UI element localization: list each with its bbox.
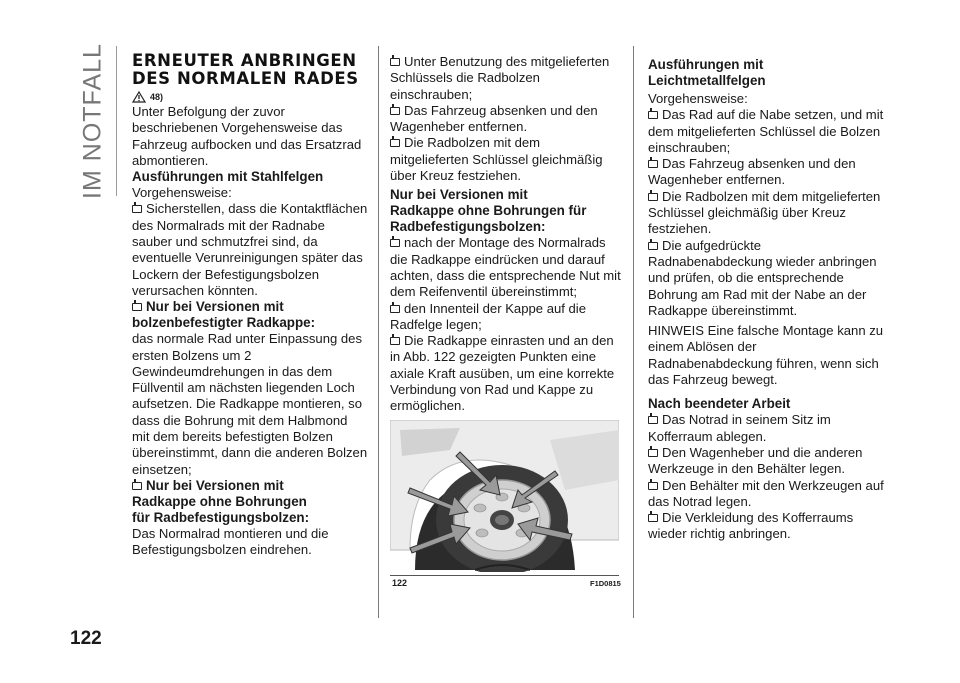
page-number: 122 <box>70 628 102 649</box>
step-item <box>390 301 622 334</box>
section-side-tab-label: IM NOTFALL <box>78 43 107 199</box>
bullet-icon <box>390 107 400 115</box>
step-item <box>132 201 368 299</box>
column-divider-2 <box>633 46 634 618</box>
bullet-icon <box>648 193 658 201</box>
section-title-line-1: ERNEUTER ANBRINGEN <box>132 51 357 70</box>
section-title-line-2: DES NORMALEN RADES <box>132 69 359 88</box>
step-text: Den Wagenheber und die anderen Werkzeuge in den Behälter legen. <box>648 444 863 477</box>
bullet-icon <box>648 449 658 457</box>
bullet-icon <box>648 416 658 424</box>
step-text: nach der Montage des Normalrads die Radkappe eindrücken und darauf achten, dass die entsprechende Nut mit dem Reifenventil übereinstimmt; <box>390 235 621 300</box>
subheading-hubcap-no-holes <box>132 478 368 494</box>
bullet-icon <box>132 482 142 490</box>
subheading-hubcap-no-holes-cont: für Radbefestigungsbolzen: <box>132 509 310 525</box>
column-2 <box>390 54 622 415</box>
step-text: den Innenteil der Kappe auf die Radfelge legen; <box>390 300 587 332</box>
step-text: Die Radbolzen mit dem mitgelieferten Schlüssel gleichmäßig über Kreuz festziehen. <box>390 135 603 184</box>
heading-alloy-rims-cont: Leichtmetallfelgen <box>648 73 766 88</box>
step-item <box>648 412 884 445</box>
procedure-label: Vorgehensweise: <box>132 185 232 201</box>
step-item <box>648 510 884 543</box>
bullet-icon <box>390 58 400 66</box>
step-item <box>390 333 622 414</box>
bullet-icon <box>648 242 658 250</box>
step-item <box>648 478 884 511</box>
figure-code: F1D0815 <box>590 579 621 588</box>
side-tab-divider <box>116 46 117 196</box>
step-text: Sicherstellen, dass die Kontaktflächen des Normalrads mit der Radnabe sauber und schmutzfrei sind, da eventuelle Verunreinigungen später das Lockern der Befestigungsbolzen verursachen könnten. <box>132 201 368 298</box>
wheel-hubcap-illustration <box>390 420 619 572</box>
step-item <box>390 103 622 136</box>
bullet-icon <box>648 482 658 490</box>
step-text: Unter Benutzung des mitgelieferten Schlüssels die Radbolzen einschrauben; <box>390 54 610 102</box>
step-text: Das Normalrad montieren und die Befestigungsbolzen eindrehen. <box>132 525 329 558</box>
step-item <box>648 445 884 478</box>
bullet-icon <box>648 160 658 168</box>
subheading-bolted-hubcap-cont: bolzenbefestigter Radkappe: <box>132 315 316 331</box>
bullet-icon <box>132 205 142 213</box>
bullet-icon <box>390 305 400 313</box>
step-text: Die Radbolzen mit dem mitgelieferten Schlüssel gleichmäßig über Kreuz festziehen. <box>648 188 881 237</box>
subheading-hubcap-no-holes-cont: Radkappe ohne Bohrungen <box>132 493 307 509</box>
warning-triangle-icon <box>132 91 146 103</box>
subheading-bolted-hubcap <box>132 299 368 315</box>
procedure-label: Vorgehensweise: <box>648 91 748 106</box>
note-paragraph: HINWEIS Eine falsche Montage kann zu einem Ablösen der Radnabenabdeckung führen, wenn sich das Fahrzeug bewegt. <box>648 323 884 388</box>
step-item <box>390 54 622 103</box>
step-text: Die Verkleidung des Kofferraums wieder richtig anbringen. <box>648 510 854 542</box>
figure-caption-rule <box>390 575 619 576</box>
subheading-hubcap-no-holes: Nur bei Versionen mit <box>390 187 528 203</box>
bullet-icon <box>648 111 658 119</box>
subheading-hubcap-no-holes-cont: Radbefestigungsbolzen: <box>390 219 546 235</box>
bullet-icon <box>390 337 400 345</box>
step-text: Den Behälter mit den Werkzeugen auf das Notrad legen. <box>648 477 884 509</box>
subheading-text: Nur bei Versionen mit <box>146 477 284 493</box>
step-item <box>648 107 884 156</box>
step-text: Das Rad auf die Nabe setzen, und mit dem mitgelieferten Schlüssel die Bolzen einschrauben; <box>648 107 884 155</box>
step-item <box>648 156 884 189</box>
warning-reference <box>132 90 368 104</box>
heading-steel-rims: Ausführungen mit Stahlfelgen <box>132 169 324 185</box>
step-text: Das Fahrzeug absenken und den Wagenheber entfernen. <box>648 156 856 188</box>
subheading-text: Nur bei Versionen mit <box>146 299 284 315</box>
bullet-icon <box>390 239 400 247</box>
subheading-hubcap-no-holes-cont: Radkappe ohne Bohrungen für <box>390 203 587 219</box>
step-item <box>390 235 622 300</box>
step-text: Das Notrad in seinem Sitz im Kofferraum ablegen. <box>648 412 831 444</box>
warning-reference-number: 48) <box>150 91 164 102</box>
bullet-icon <box>390 139 400 147</box>
step-text: Die Radkappe einrasten und an den in Abb. 122 gezeigten Punkten eine axiale Kraft ausüben, um eine korrekte Verbindung von Rad und Kappe zu ermöglichen. <box>390 333 615 414</box>
intro-paragraph: Unter Befolgung der zuvor beschriebenen Vorgehensweise das Fahrzeug aufbocken und das Ersatzrad abmontieren. <box>132 104 362 168</box>
heading-alloy-rims: Ausführungen mit <box>648 57 764 72</box>
heading-after-work: Nach beendeter Arbeit <box>648 396 791 412</box>
step-item <box>390 135 622 184</box>
step-text: Das Fahrzeug absenken und den Wagenheber entfernen. <box>390 102 598 135</box>
column-3 <box>648 57 884 543</box>
bullet-icon <box>648 514 658 522</box>
figure-number: 122 <box>392 578 408 588</box>
step-item <box>648 189 884 238</box>
step-text: Die aufgedrückte Radnabenabdeckung wieder anbringen und prüfen, ob die entsprechende Bohrung am Rad mit der Nabe an der Radkappe übereinstimmt. <box>648 237 877 318</box>
section-side-tab <box>78 43 108 199</box>
bullet-icon <box>132 303 142 311</box>
step-text: das normale Rad unter Einpassung des ersten Bolzens um 2 Gewindeumdrehungen in das dem Füllventil am nächsten liegenden Loch aufsetzen. Die Radkappe montieren, so dass die Bohrung mit dem Halbmond mit dem bereits befestigten Bolzen übereinstimmt, dann die anderen Bolzen einsetzen; <box>132 331 368 477</box>
column-1 <box>132 52 368 559</box>
step-item <box>648 238 884 319</box>
column-divider-1 <box>378 46 379 618</box>
